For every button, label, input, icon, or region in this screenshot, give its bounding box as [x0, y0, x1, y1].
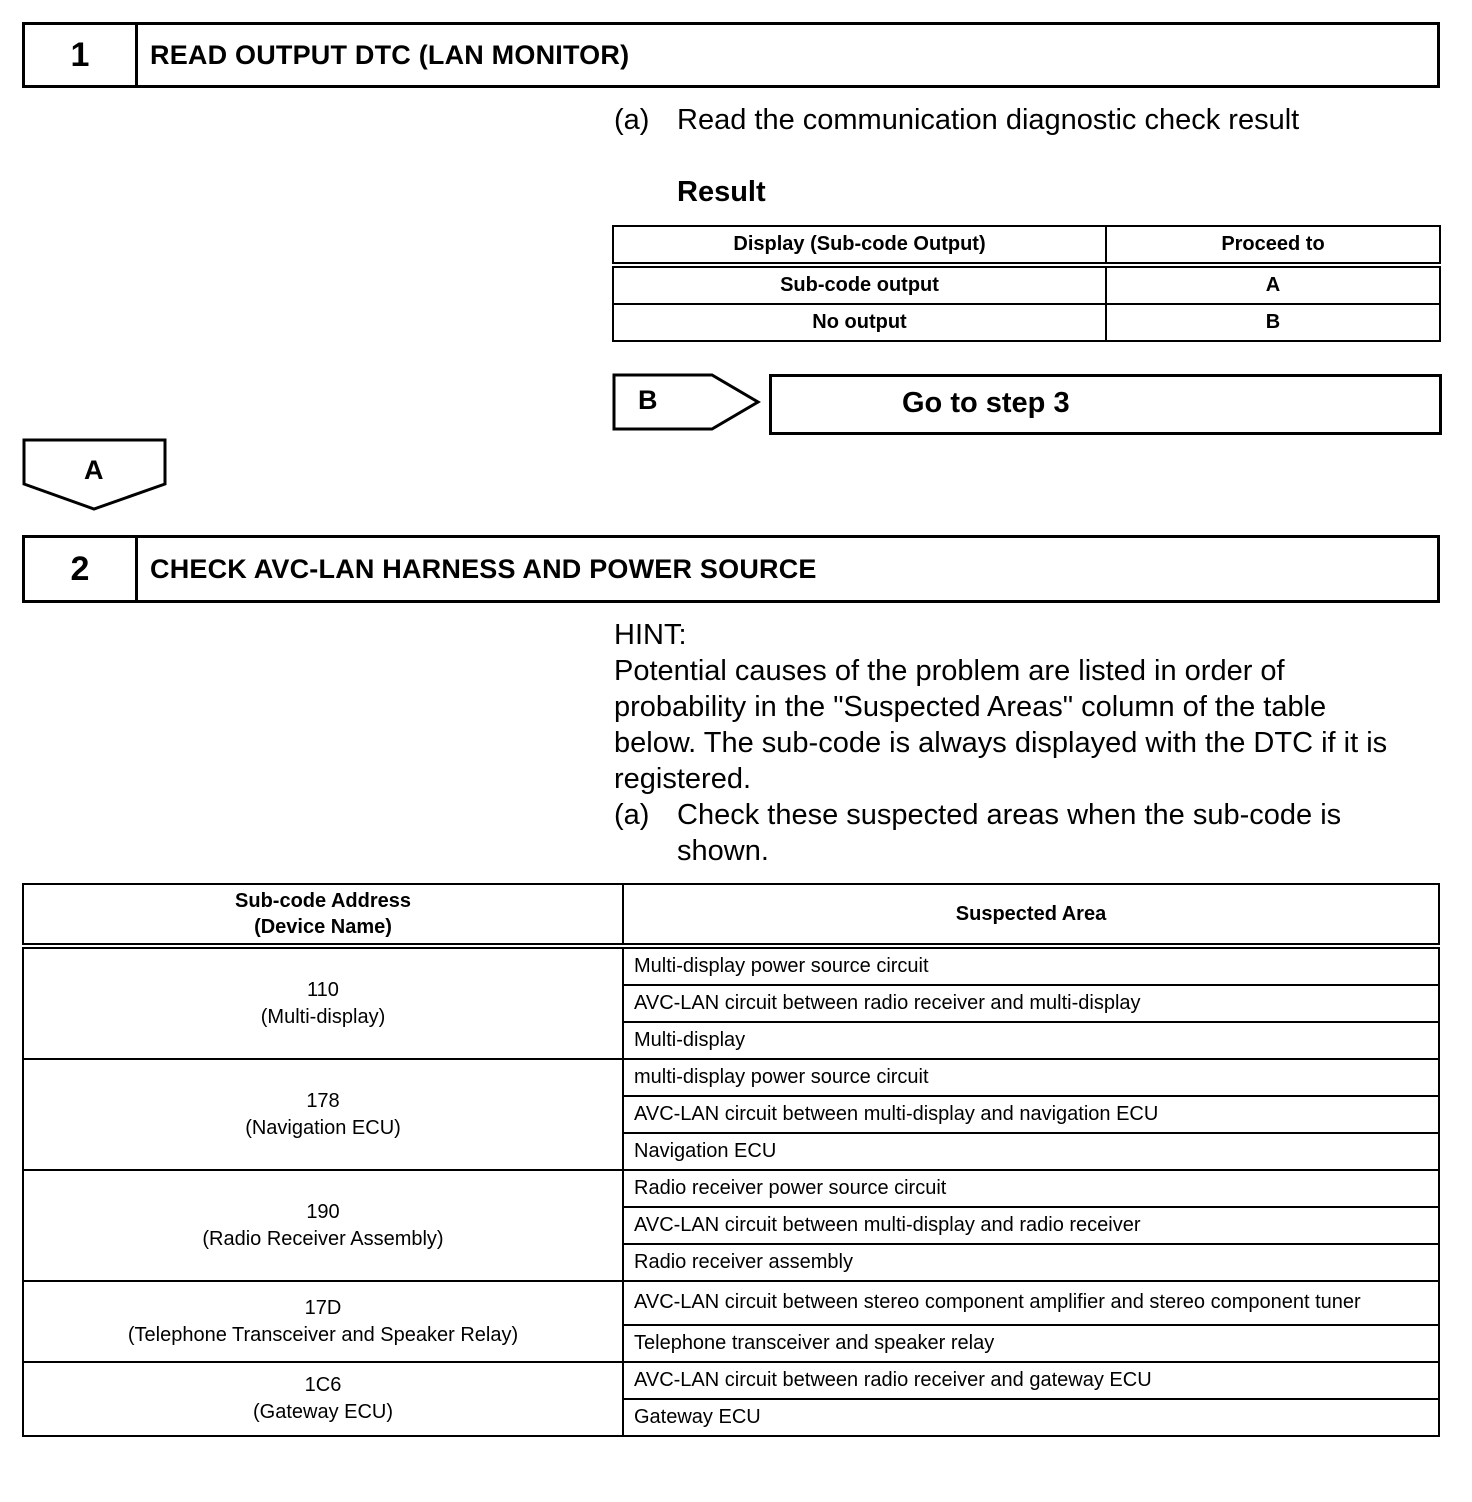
suspected-area-table	[22, 883, 1440, 1437]
step-1-number: 1	[25, 25, 138, 85]
hint-label: HINT:	[614, 619, 687, 651]
suspected-area-cell: Radio receiver assembly	[623, 1244, 1439, 1281]
suspected-area-cell: Gateway ECU	[623, 1399, 1439, 1436]
step-2-item-a-line: shown.	[677, 835, 769, 867]
step-2-item-a-line: Check these suspected areas when the sub-code is	[677, 799, 1342, 831]
hint-line: registered.	[614, 763, 752, 795]
result-cell-display: No output	[613, 304, 1106, 341]
suspected-area-cell: Multi-display power source circuit	[623, 946, 1439, 985]
step-1-title: READ OUTPUT DTC (LAN MONITOR)	[150, 39, 630, 70]
step-2-number: 2	[25, 538, 138, 600]
sub-code-cell: 1C6 (Gateway ECU)	[23, 1362, 623, 1436]
header-sub-code-address: Sub-code Address (Device Name)	[23, 884, 623, 946]
hint-line: probability in the "Suspected Areas" column of the table	[614, 691, 1327, 723]
table-row	[23, 1059, 1439, 1096]
sub-code-cell: 17D (Telephone Transceiver and Speaker Relay)	[23, 1281, 623, 1362]
step-2-header	[22, 535, 1440, 603]
suspected-area-cell: AVC-LAN circuit between radio receiver and gateway ECU	[623, 1362, 1439, 1399]
result-row	[613, 265, 1440, 304]
result-cell-proceed: B	[1106, 304, 1440, 341]
suspected-area-cell: Navigation ECU	[623, 1133, 1439, 1170]
step-1-item-a-text: Read the communication diagnostic check result	[677, 104, 1300, 136]
suspected-area-cell: AVC-LAN circuit between multi-display and radio receiver	[623, 1207, 1439, 1244]
result-heading: Result	[677, 176, 766, 208]
hint-line: below. The sub-code is always displayed with the DTC if it is	[614, 727, 1388, 759]
result-header-proceed: Proceed to	[1106, 226, 1440, 265]
sub-code-cell: 178 (Navigation ECU)	[23, 1059, 623, 1170]
hint-line: Potential causes of the problem are listed in order of	[614, 655, 1285, 687]
suspected-area-cell: Radio receiver power source circuit	[623, 1170, 1439, 1207]
result-cell-proceed: A	[1106, 265, 1440, 304]
sub-code-cell: 190 (Radio Receiver Assembly)	[23, 1170, 623, 1281]
sub-code-cell: 110 (Multi-display)	[23, 946, 623, 1059]
step-2-item-a-marker: (a)	[614, 799, 650, 831]
table-row	[23, 1281, 1439, 1325]
suspected-area-cell: AVC-LAN circuit between radio receiver and multi-display	[623, 985, 1439, 1022]
result-table	[612, 225, 1441, 342]
result-cell-display: Sub-code output	[613, 265, 1106, 304]
go-to-step-3-text: Go to step 3	[902, 387, 1070, 419]
step-2-title: CHECK AVC-LAN HARNESS AND POWER SOURCE	[150, 553, 817, 584]
branch-b-arrow	[612, 373, 762, 431]
go-to-step-3-box[interactable]	[769, 374, 1442, 435]
suspected-area-cell: AVC-LAN circuit between stereo component amplifier and stereo component tuner	[623, 1281, 1439, 1325]
suspected-area-cell: Multi-display	[623, 1022, 1439, 1059]
table-row	[23, 1362, 1439, 1399]
suspected-area-cell: Telephone transceiver and speaker relay	[623, 1325, 1439, 1362]
table-row	[23, 1170, 1439, 1207]
result-header-display: Display (Sub-code Output)	[613, 226, 1106, 265]
suspected-area-cell: AVC-LAN circuit between multi-display and navigation ECU	[623, 1096, 1439, 1133]
header-suspected-area: Suspected Area	[623, 884, 1439, 946]
branch-b-label: B	[638, 385, 658, 415]
table-row	[23, 946, 1439, 985]
suspected-area-cell: multi-display power source circuit	[623, 1059, 1439, 1096]
result-row	[613, 304, 1440, 341]
step-1-item-a-marker: (a)	[614, 104, 650, 136]
branch-a-label: A	[84, 455, 104, 485]
table-header-row	[23, 884, 1439, 946]
step-1-header	[22, 22, 1440, 88]
